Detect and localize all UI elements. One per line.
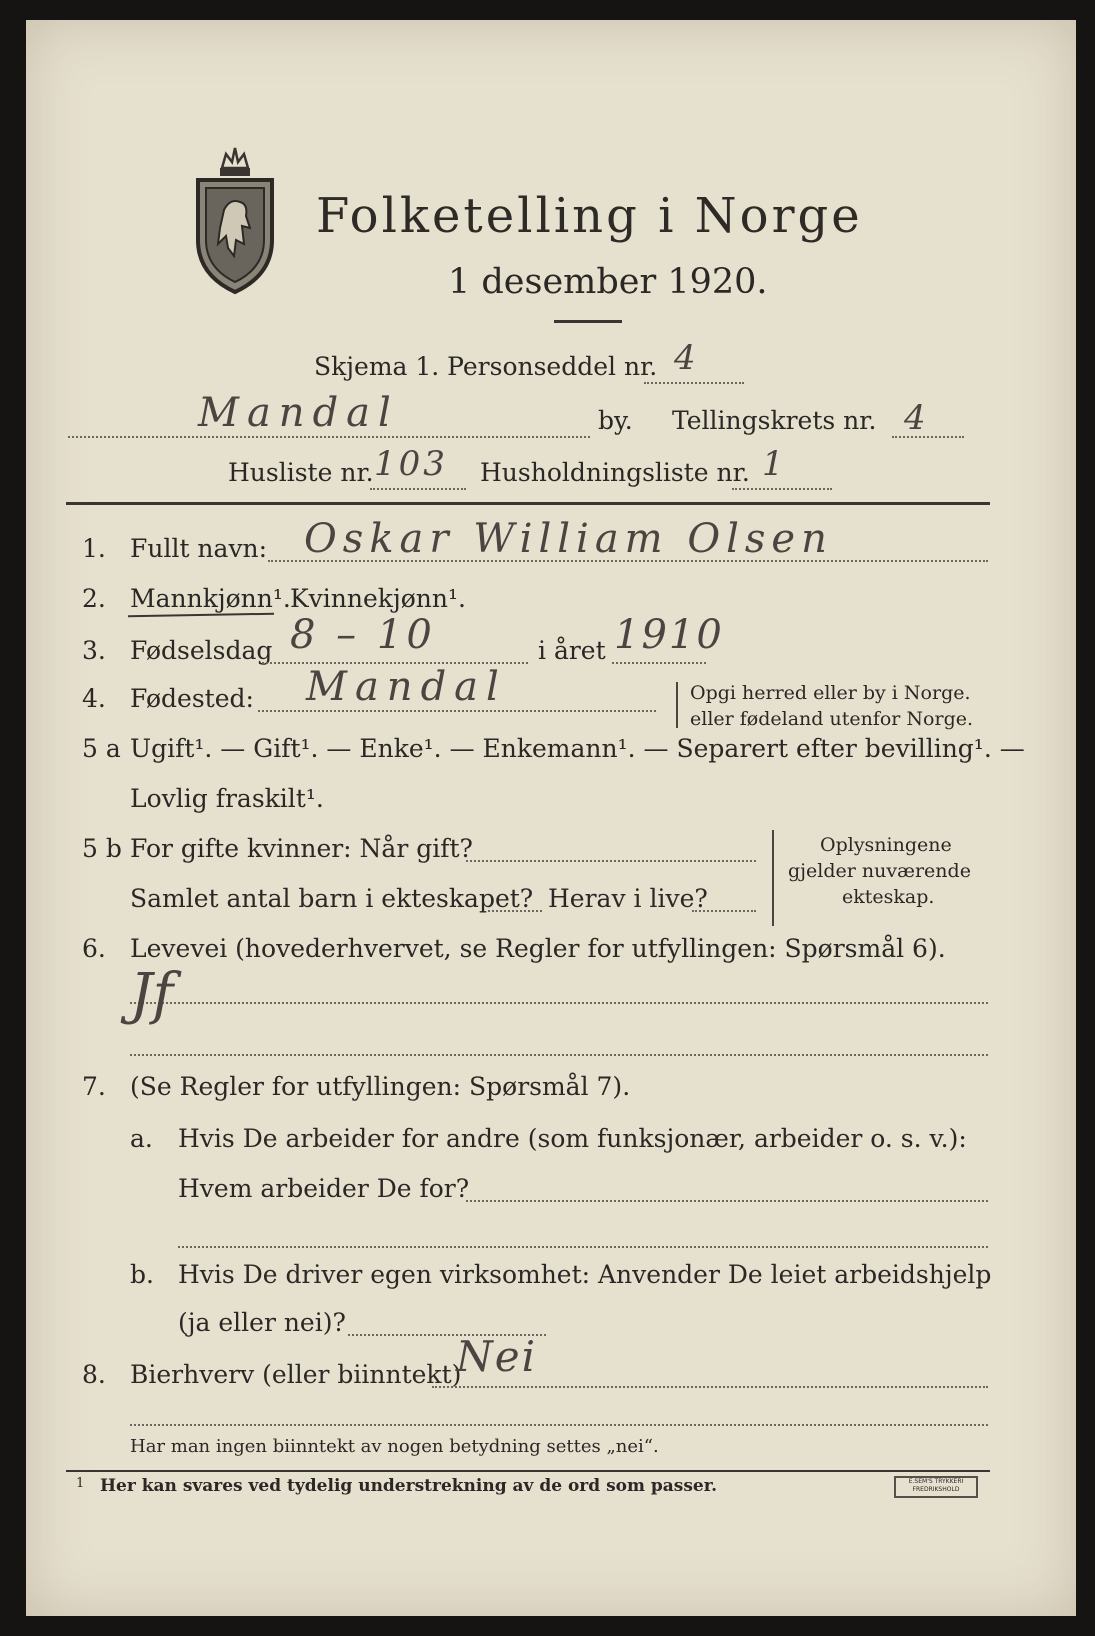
kvinnekjonn-option[interactable]: Kvinnekjønn¹. bbox=[290, 584, 466, 613]
census-date: 1 desember 1920. bbox=[448, 262, 768, 302]
full-name-label: Fullt navn: bbox=[130, 534, 268, 563]
marital-status-options[interactable]: Ugift¹. — Gift¹. — Enke¹. — Enkemann¹. — Separert efter bevilling¹. — bbox=[130, 734, 1025, 763]
tellingskrets-label: Tellingskrets nr. bbox=[672, 406, 877, 435]
marriage-note-2: gjelder nuværende bbox=[788, 860, 971, 882]
birth-year-value[interactable]: 1910 bbox=[614, 612, 724, 658]
printer-stamp-line-2: FREDRIKSHOLD bbox=[912, 1486, 960, 1493]
field-6-number: 6. bbox=[82, 934, 106, 963]
hired-help-label: (ja eller nei)? bbox=[178, 1308, 346, 1337]
married-when-label: For gifte kvinner: Når gift? bbox=[130, 834, 473, 863]
birthplace-note-1: Opgi herred eller by i Norge. bbox=[690, 682, 971, 704]
town-name[interactable]: Mandal bbox=[198, 390, 399, 436]
nei-note: Har man ingen biinntekt av nogen betydning settes „nei“. bbox=[130, 1436, 659, 1457]
personseddel-number[interactable]: 4 bbox=[674, 338, 699, 378]
husholdningsliste-label: Husholdningsliste nr. bbox=[480, 458, 750, 487]
field-7a-letter: a. bbox=[130, 1124, 153, 1153]
field-2-number: 2. bbox=[82, 584, 106, 613]
side-income-value[interactable]: Nei bbox=[456, 1332, 538, 1381]
birth-year-label: i året bbox=[538, 636, 606, 665]
footnote-text: Her kan svares ved tydelig understrekning av de ord som passer. bbox=[100, 1476, 718, 1496]
birthplace-label: Fødested: bbox=[130, 684, 254, 713]
employer-question: Hvis De arbeider for andre (som funksjonær, arbeider o. s. v.): bbox=[178, 1124, 967, 1153]
question-7-label: (Se Regler for utfyllingen: Spørsmål 7). bbox=[130, 1072, 631, 1101]
husliste-label: Husliste nr. bbox=[228, 458, 374, 487]
birthdate-label: Fødselsdag bbox=[130, 636, 273, 665]
husliste-number[interactable]: 103 bbox=[374, 444, 448, 484]
children-alive-label: Herav i live? bbox=[548, 884, 708, 913]
birthdate-value[interactable]: 8 – 10 bbox=[290, 612, 436, 658]
footnote-divider bbox=[66, 1470, 990, 1472]
form-title: Folketelling i Norge bbox=[316, 188, 863, 244]
occupation-value[interactable]: Jf bbox=[130, 962, 174, 1027]
printer-stamp-line-1: E.SEM'S TRYKKERI bbox=[908, 1478, 964, 1485]
field-8-number: 8. bbox=[82, 1360, 106, 1389]
lovlig-fraskilt-option[interactable]: Lovlig fraskilt¹. bbox=[130, 784, 324, 813]
husholdningsliste-number[interactable]: 1 bbox=[762, 444, 787, 484]
census-form-page bbox=[26, 20, 1076, 1616]
side-income-label: Bierhverv (eller biinntekt) bbox=[130, 1360, 462, 1389]
occupation-label: Levevei (hovederhvervet, se Regler for utfyllingen: Spørsmål 6). bbox=[130, 934, 946, 963]
coat-of-arms-icon bbox=[190, 140, 280, 295]
field-4-number: 4. bbox=[82, 684, 106, 713]
footnote-mark: 1 bbox=[76, 1476, 85, 1491]
birthplace-note-2: eller fødeland utenfor Norge. bbox=[690, 708, 974, 730]
header-divider bbox=[66, 502, 990, 505]
hired-help-question: Hvis De driver egen virksomhet: Anvender De leiet arbeidshjelp bbox=[178, 1260, 992, 1289]
field-1-number: 1. bbox=[82, 534, 106, 563]
marriage-note-3: ekteskap. bbox=[842, 886, 935, 908]
full-name-value[interactable]: Oskar William Olsen bbox=[304, 516, 833, 562]
schema-label: Skjema 1. Personseddel nr. bbox=[314, 352, 658, 381]
by-label: by. bbox=[598, 406, 633, 435]
field-7-number: 7. bbox=[82, 1072, 106, 1101]
children-count-label: Samlet antal barn i ekteskapet? bbox=[130, 884, 534, 913]
field-5b-number: 5 b bbox=[82, 834, 122, 863]
marriage-note-1: Oplysningene bbox=[820, 834, 952, 856]
mannkjonn-underline bbox=[128, 613, 274, 618]
employer-label: Hvem arbeider De for? bbox=[178, 1174, 470, 1203]
birthplace-value[interactable]: Mandal bbox=[306, 664, 507, 710]
field-3-number: 3. bbox=[82, 636, 106, 665]
field-7b-letter: b. bbox=[130, 1260, 154, 1289]
field-5a-number: 5 a bbox=[82, 734, 121, 763]
tellingskrets-number[interactable]: 4 bbox=[904, 398, 929, 438]
title-divider bbox=[554, 320, 622, 323]
printer-stamp bbox=[894, 1476, 978, 1498]
mannkjonn-option[interactable]: Mannkjønn¹. bbox=[130, 584, 291, 613]
